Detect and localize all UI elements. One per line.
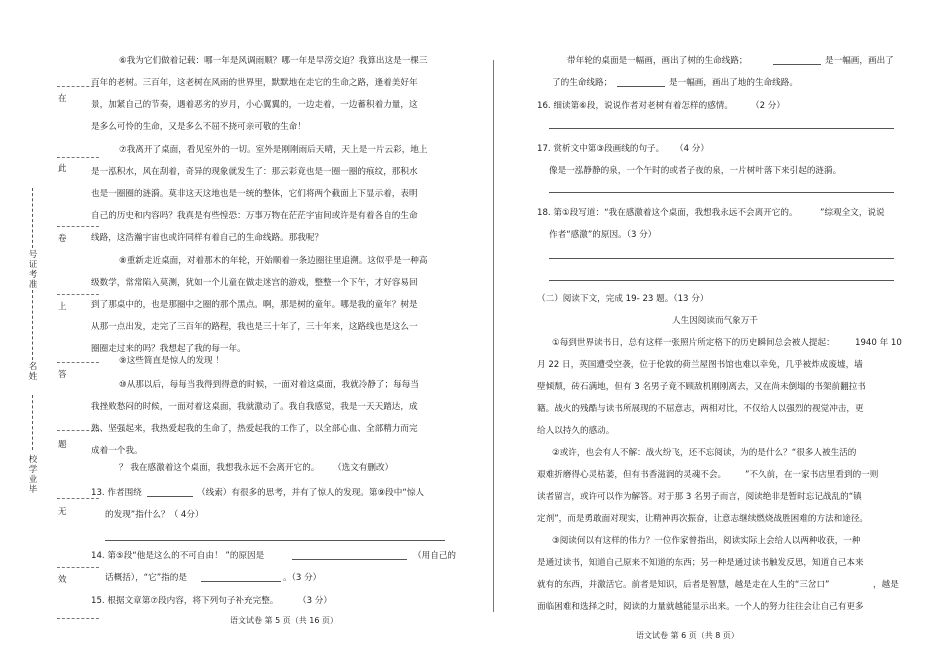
article-para-1: 月 22 日，英国遭受空袭，位于伦敦的荷兰屋图书馆也难以幸免，几乎被炸成废墟，墙	[537, 360, 863, 370]
answer-blank[interactable]	[773, 64, 821, 65]
question-16: （2 分）	[751, 101, 785, 111]
article-para-2: 定剂”，而是勇敢面对现实，让精神再次振奋，让意志继续燃烧战胜困难的方法和途径。	[537, 514, 869, 524]
answer-blank[interactable]	[617, 86, 665, 87]
binding-char: 答	[58, 370, 67, 380]
article-para-1: 给人以持久的感动。	[537, 426, 615, 436]
para-7-line: 是一泓积水，风在刮着，奇异的现象就发生了：那云彩竟也是一圈一圈的痕纹，那积水	[91, 167, 418, 177]
article-para-2: ”不久前，在一家书店里看到的一则	[745, 470, 879, 480]
para-6-line: 是多么可怜的生命，又是多么不屈不挠可亲可敬的生命！	[91, 122, 306, 132]
page-footer: 语文试卷 第 5 页（共 16 页）	[230, 616, 338, 625]
question-14: 。（3 分）	[283, 573, 322, 583]
answer-blank[interactable]	[292, 559, 407, 560]
binding-char: 此	[58, 164, 67, 174]
article-para-3: 就有的东西，并激活它。前者是知识，后者是智慧，越是走在人生的“三岔口”	[537, 580, 830, 590]
question-15-line: 是一幅画，画出了	[825, 56, 894, 66]
source-note: （选文有删改）	[333, 463, 394, 473]
article-para-1: 壁倾颓，砖石满地，但有 3 名男子竟不顾敌机刚刚离去，又在尚未倒塌的书架前翻拉书	[537, 382, 866, 392]
article-para-2: 读者留言，或许可以作为解答。对于那 3 名男子而言，阅读绝非是暂时忘记战乱的“镇	[537, 492, 862, 502]
question-17-quote: 像是一泓静静的泉，一个午时的或者子夜的泉，一片树叶落下来引起的涟漪。	[549, 166, 842, 176]
para-8-line: ⑧重新走近桌面，对着那木的年轮，开始顺着一条边圈往里追溯。这似乎是一种高	[119, 256, 428, 266]
answer-blank[interactable]	[201, 581, 281, 582]
answer-line[interactable]	[549, 128, 894, 129]
question-16: 16. 细读第⑥段，说说作者对老树有着怎样的感情。	[537, 101, 733, 111]
question-15: 15. 根据文章第⑦段内容，将下列句子补充完整。	[91, 596, 279, 606]
page-footer: 语文试卷 第 6 页（共 8 页）	[636, 631, 739, 640]
question-14: 14. 第⑤段“他是这么的不可自由！ ”的原因是	[91, 551, 265, 561]
answer-line[interactable]	[105, 540, 445, 541]
question-15-line: 是一幅画，画出了地的生命线路。	[669, 78, 798, 88]
field-school: 校 学 业 毕	[28, 455, 38, 495]
para-6-line: 景，加紧自己的节奏，遇着恶劣的岁月，小心翼翼的，一边走着，一边蓄积着力量，这	[91, 100, 418, 110]
question-14: 话概括），“它”指的是	[105, 573, 187, 583]
para-9-line: ⑨这些简直是惊人的发现 ！	[119, 356, 224, 366]
question-15-line: 了的生命线路；	[552, 78, 613, 88]
binding-char: 无	[58, 507, 67, 517]
article-para-3: ，越是	[873, 580, 899, 590]
para-8-line: 级数学，常常陷入莫测，犹如一个儿童在做走迷宫的游戏，整整一个下午，才好容易回	[91, 278, 418, 288]
binding-char: 上	[58, 302, 67, 312]
para-7-line: ⑦我离开了桌面，看见室外的一切。室外是刚刚雨后天晴，天上是一片云彩，地上	[119, 145, 428, 155]
article-title: 人生因阅读而气象万千	[672, 316, 758, 326]
para-8-line: 到了那桌中的，也是那圈中之圈的那个黑点。啊，那是树的童年。哪是我的童年？树是	[91, 300, 418, 310]
question-14: （用自己的	[413, 551, 456, 561]
para-10-line: 成着一个我。	[91, 446, 143, 456]
article-para-2: 艰难折磨得心灵枯萎，但有书香滋润的灵魂不会。	[537, 470, 727, 480]
para-11-line: ？ 我在感激着这个桌面，我想我永远不会离开它的。	[119, 463, 320, 473]
question-15: （3 分）	[298, 596, 332, 606]
para-10-line: ⑩从那以后，每每当我得到得意的时候，一面对着这桌面，我就冷静了；每每当	[119, 380, 419, 390]
field-exam-number: 号 证 考 准	[28, 250, 38, 290]
para-6-line: 百年的老树。三百年，这老树在风雨的世界里，默默地在走它的生命之路，逢着美好年	[91, 78, 418, 88]
article-para-3: ③阅读何以有这样的伟力？一位作家曾指出，阅读实际上会给人以两种收获，一种	[552, 536, 861, 546]
answer-blank[interactable]	[147, 496, 193, 497]
section-heading: （二）阅读下文，完成 19- 23 题。（13 分）	[537, 294, 709, 304]
binding-char: 效	[58, 575, 67, 585]
answer-line[interactable]	[549, 280, 894, 281]
question-13: （线索）有很多的思考，并有了惊人的发现。第⑨段中“惊人	[197, 488, 425, 498]
para-7-line: 也是一圈圈的涟漪。莫非这天这地也是一统的整体，它们将两个截面上下显示着，表明	[91, 189, 418, 199]
para-10-line: 我挫败愁闷的时候，一面对着这桌面，我就激动了。我自我感觉，我是一天天踏达，成	[91, 402, 418, 412]
question-17: 17. 赏析文中第③段画线的句子。	[537, 144, 665, 154]
question-18: ”综观全文，说说	[820, 208, 885, 218]
field-name: 名 姓	[28, 362, 38, 382]
para-7-line: 自己的历史和内容吗？我真是有些惶恐：万事万物在茫茫宇宙间或许是有着各自的生命	[91, 211, 418, 221]
answer-line[interactable]	[549, 258, 894, 259]
article-para-3: 面临困难和选择之时，阅读的力量就越能显示出来。一个人的努力往往会让自己有更多	[537, 602, 864, 612]
binding-char: 卷	[58, 234, 67, 244]
para-8-line: 圈圈走过来的吗？我想起了我的每一年。	[91, 344, 246, 354]
para-6-line: ⑥我为它们做着记载：哪一年是风调雨顺？哪一年是旱涝交迫？我算出这是一棵三	[119, 56, 428, 66]
answer-line[interactable]	[549, 192, 894, 193]
article-para-1: 1940 年 10	[855, 338, 902, 348]
binding-char: 在	[58, 94, 67, 104]
article-para-1: 籍。战火的残酷与读书所展现的不屈意志，两相对比，不仅给人以强烈的视觉冲击，更	[537, 404, 864, 414]
question-18: 18. 第①段写道：“我在感激着这个桌面，我想我永远不会离开它的。	[537, 208, 798, 218]
para-10-line: 熟、坚强起来，我热爱起我的生命了，热爱起我的工作了，以全部心血、全部精力而完	[91, 424, 418, 434]
article-para-2: ②或许，也会有人不解：战火纷飞，还不忘阅读，为的是什么？“很多人被生活的	[552, 448, 857, 458]
question-13: 的发现”指什么？（ 4分）	[105, 510, 204, 520]
article-para-3: 是通过读书，知道自己原来不知道的东西；另一种是通过读书触发反思，知道自己本来	[537, 558, 864, 568]
question-13: 13. 作者围绕	[91, 488, 142, 498]
para-7-line: 线路，这浩瀚宇宙也或许同样有着自己的生命线路。那我呢？	[91, 233, 324, 243]
binding-char: 题	[58, 440, 67, 450]
question-15-line: 带年轮的桌面是一幅画，画出了树的生命线路；	[567, 56, 748, 66]
para-8-line: 从那一点出发，走完了三百年的路程，我也是三十年了，三十年来，这路线也是这么一	[91, 322, 418, 332]
article-para-1: ①每到世界读书日，总有这样一张照片所定格下的历史瞬间总会被人提起：	[552, 338, 835, 348]
question-18: 作者“感激”的原因。（3 分）	[549, 230, 657, 240]
question-17: （4 分）	[675, 144, 709, 154]
